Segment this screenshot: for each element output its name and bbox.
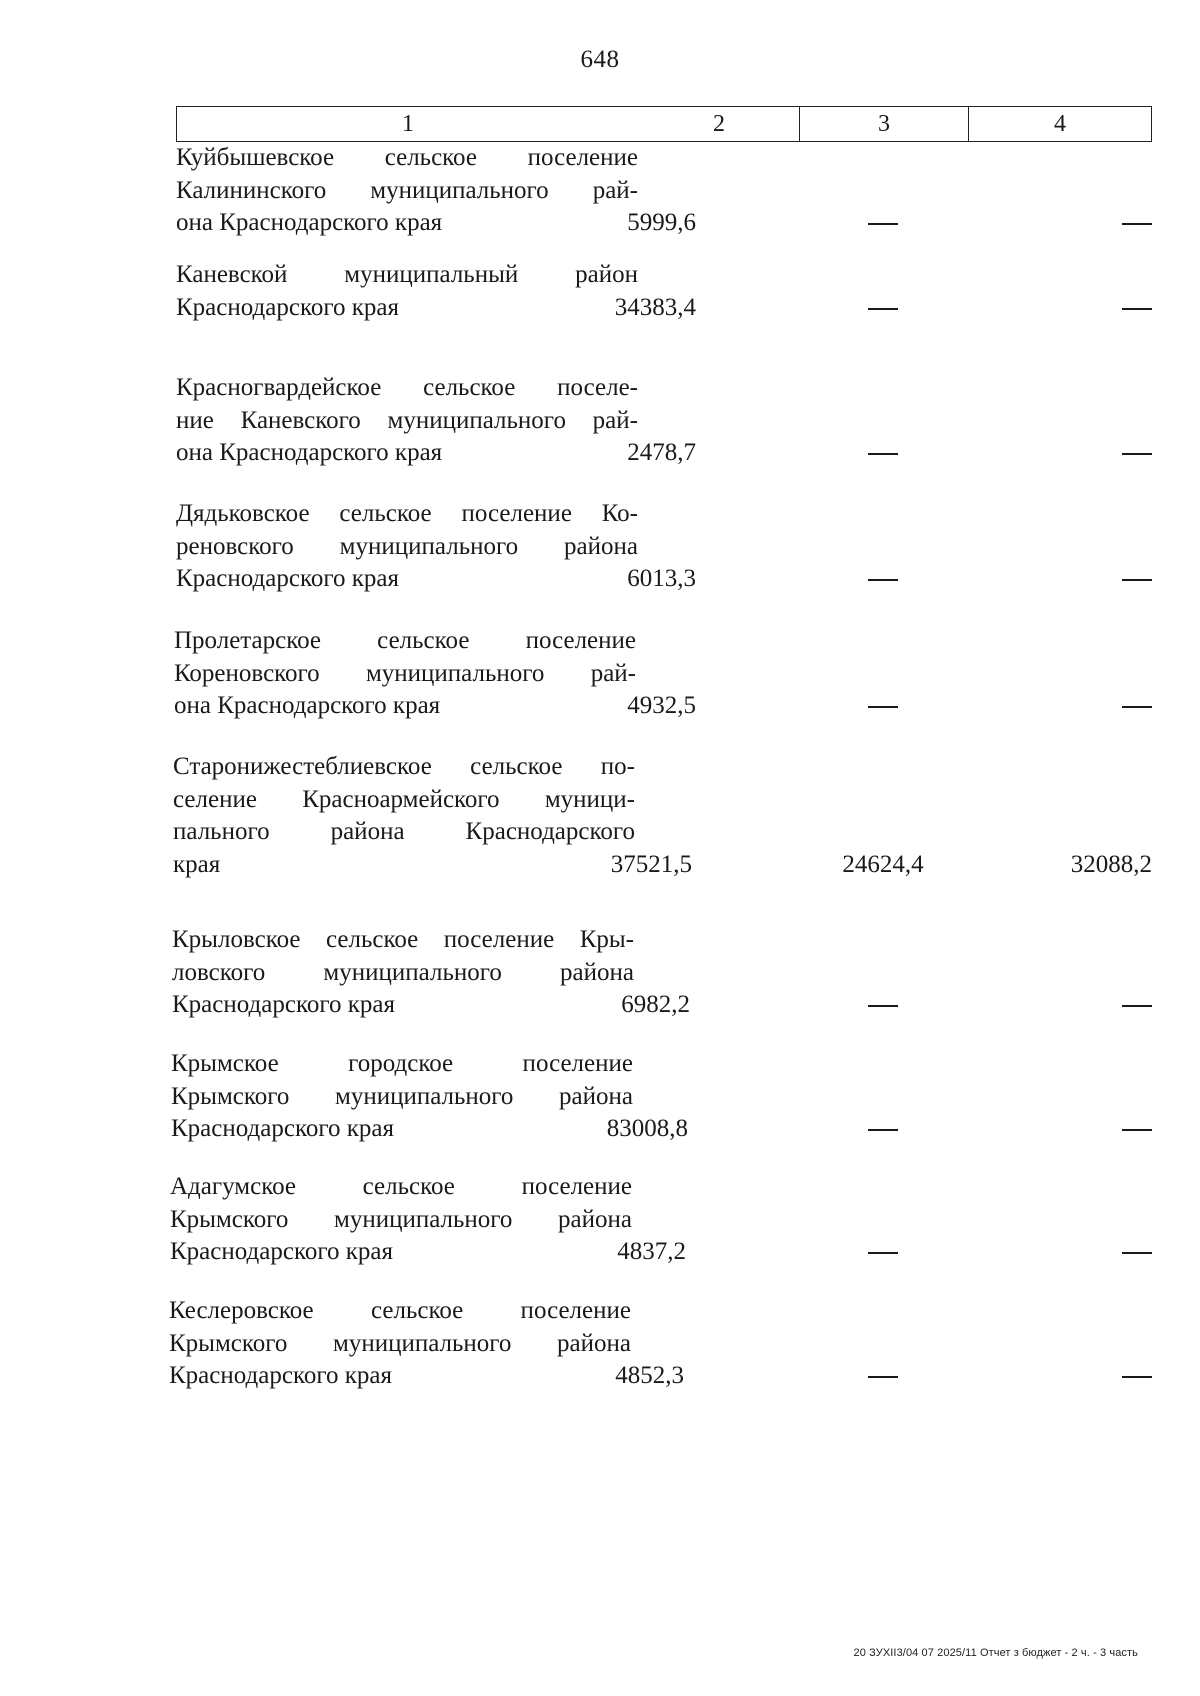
table-header-row (176, 106, 1152, 142)
row-name-line: Крымского муниципального района (170, 1205, 632, 1233)
row-value-c2: 83008,8 (606, 1115, 688, 1142)
row-value-c2: 4852,3 (615, 1362, 684, 1389)
row-value-c2: 2478,7 (627, 439, 696, 466)
row-name (171, 1048, 633, 1146)
row-name-line: она Краснодарского края (174, 692, 441, 719)
dash-placeholder (868, 1005, 898, 1007)
dash-placeholder (868, 706, 898, 708)
dash-placeholder (1122, 308, 1152, 310)
row-value-c3 (798, 1113, 968, 1145)
row-name-line: Кеслеровское сельское поселение (169, 1297, 631, 1324)
document-footer-code: 20 ЗУХII3/04 07 2025/11 Отчет з бюджет - 2 ч. - 3 часть (853, 1647, 1138, 1659)
row-value-c3 (798, 563, 968, 595)
row-name-line: Крымского муниципального района (171, 1082, 633, 1110)
dash-placeholder (868, 579, 898, 581)
row-value-c4 (1122, 1236, 1152, 1268)
row-name-line: Куйбышевское сельское поселение (176, 144, 638, 171)
column-header-4: 4 (1054, 111, 1066, 137)
row-name-line: Красногвардейское сельское поселе- (176, 374, 638, 401)
dash-placeholder (868, 1376, 898, 1378)
row-value-c4 (1122, 292, 1152, 324)
row-value-c3 (798, 1360, 968, 1392)
row-value-c2: 5999,6 (627, 209, 696, 236)
dash-placeholder (1122, 1005, 1152, 1007)
row-name-line: Краснодарского края (170, 1238, 393, 1265)
row-value-c2: 4837,2 (617, 1238, 686, 1265)
row-name-line: ловского муниципального района (172, 958, 634, 986)
dash-placeholder (868, 453, 898, 455)
dash-placeholder (868, 308, 898, 310)
row-name-line: пального района Краснодарского (173, 818, 635, 845)
row-value-c3 (798, 207, 968, 239)
dash-placeholder (1122, 453, 1152, 455)
dash-placeholder (1122, 579, 1152, 581)
row-value-c2: 37521,5 (610, 850, 692, 878)
row-name-line: она Краснодарского края (176, 209, 443, 236)
row-value-c4: 32088,2 (1070, 850, 1152, 878)
row-value-c4 (1122, 207, 1152, 239)
page-number: 648 (580, 46, 620, 73)
row-name-line: реновского муниципального района (176, 532, 638, 560)
row-value-c2: 4932,5 (627, 692, 696, 719)
row-name (174, 625, 636, 723)
row-value-c4 (1122, 1113, 1152, 1145)
row-name-line: Адагумское сельское поселение (170, 1173, 632, 1200)
dash-placeholder (1122, 1252, 1152, 1254)
dash-placeholder (868, 1129, 898, 1131)
row-value-c2: 6013,3 (627, 565, 696, 592)
budget-table (169, 106, 1152, 1389)
row-name-line: Краснодарского края (169, 1362, 392, 1389)
row-value-c3 (798, 437, 968, 469)
row-name-line: Старонижестеблиевское сельское по- (173, 753, 635, 780)
dash-placeholder (1122, 223, 1152, 225)
dash-placeholder (1122, 1376, 1152, 1378)
row-value-c3 (798, 292, 968, 324)
row-name-line: Каневской муниципальный район (176, 261, 638, 288)
row-name-line: Калининского муниципального рай- (176, 176, 638, 204)
row-value-c4 (1122, 690, 1152, 722)
column-header-2: 2 (713, 111, 725, 137)
row-name (176, 142, 638, 240)
row-name (173, 751, 635, 881)
row-name-line: Крымского муниципального района (169, 1329, 631, 1357)
column-header-1: 1 (402, 111, 414, 137)
row-value-c2: 6982,2 (621, 991, 690, 1018)
row-name-line: ние Каневского муниципального рай- (176, 406, 638, 434)
row-name-line: она Краснодарского края (176, 439, 443, 466)
row-name-line: Краснодарского края (171, 1115, 394, 1142)
row-name-line: Пролетарское сельское поселение (174, 627, 636, 654)
row-name-line: Дядьковское сельское поселение Ко- (176, 500, 638, 527)
row-name (169, 1295, 631, 1393)
dash-placeholder (868, 223, 898, 225)
dash-placeholder (868, 1252, 898, 1254)
row-value-c4 (1122, 989, 1152, 1021)
row-value-c4 (1122, 1360, 1152, 1392)
row-value-c2: 34383,4 (614, 293, 696, 321)
row-value-c3 (798, 1236, 968, 1268)
row-name (176, 259, 638, 324)
dash-placeholder (1122, 1129, 1152, 1131)
row-value-c3 (798, 690, 968, 722)
row-name (170, 1171, 632, 1269)
column-header-3: 3 (799, 107, 969, 141)
row-value-c3: 24624,4 (842, 850, 924, 878)
row-name-line: селение Красноармейского муници- (173, 785, 635, 813)
row-name (176, 498, 638, 596)
row-name-line: Крымское городское поселение (171, 1050, 633, 1077)
row-name (172, 924, 634, 1022)
row-name-line: Краснодарского края (172, 991, 395, 1018)
row-value-c4 (1122, 437, 1152, 469)
row-name-line: Краснодарского края (176, 293, 399, 321)
row-name-line: Крыловское сельское поселение Кры- (172, 926, 634, 953)
row-value-c4 (1122, 563, 1152, 595)
row-name (176, 372, 638, 470)
row-value-c3 (798, 989, 968, 1021)
dash-placeholder (1122, 706, 1152, 708)
row-name-line: Краснодарского края (176, 565, 399, 592)
row-name-line: края (173, 850, 221, 878)
row-name-line: Кореновского муниципального рай- (174, 659, 636, 687)
